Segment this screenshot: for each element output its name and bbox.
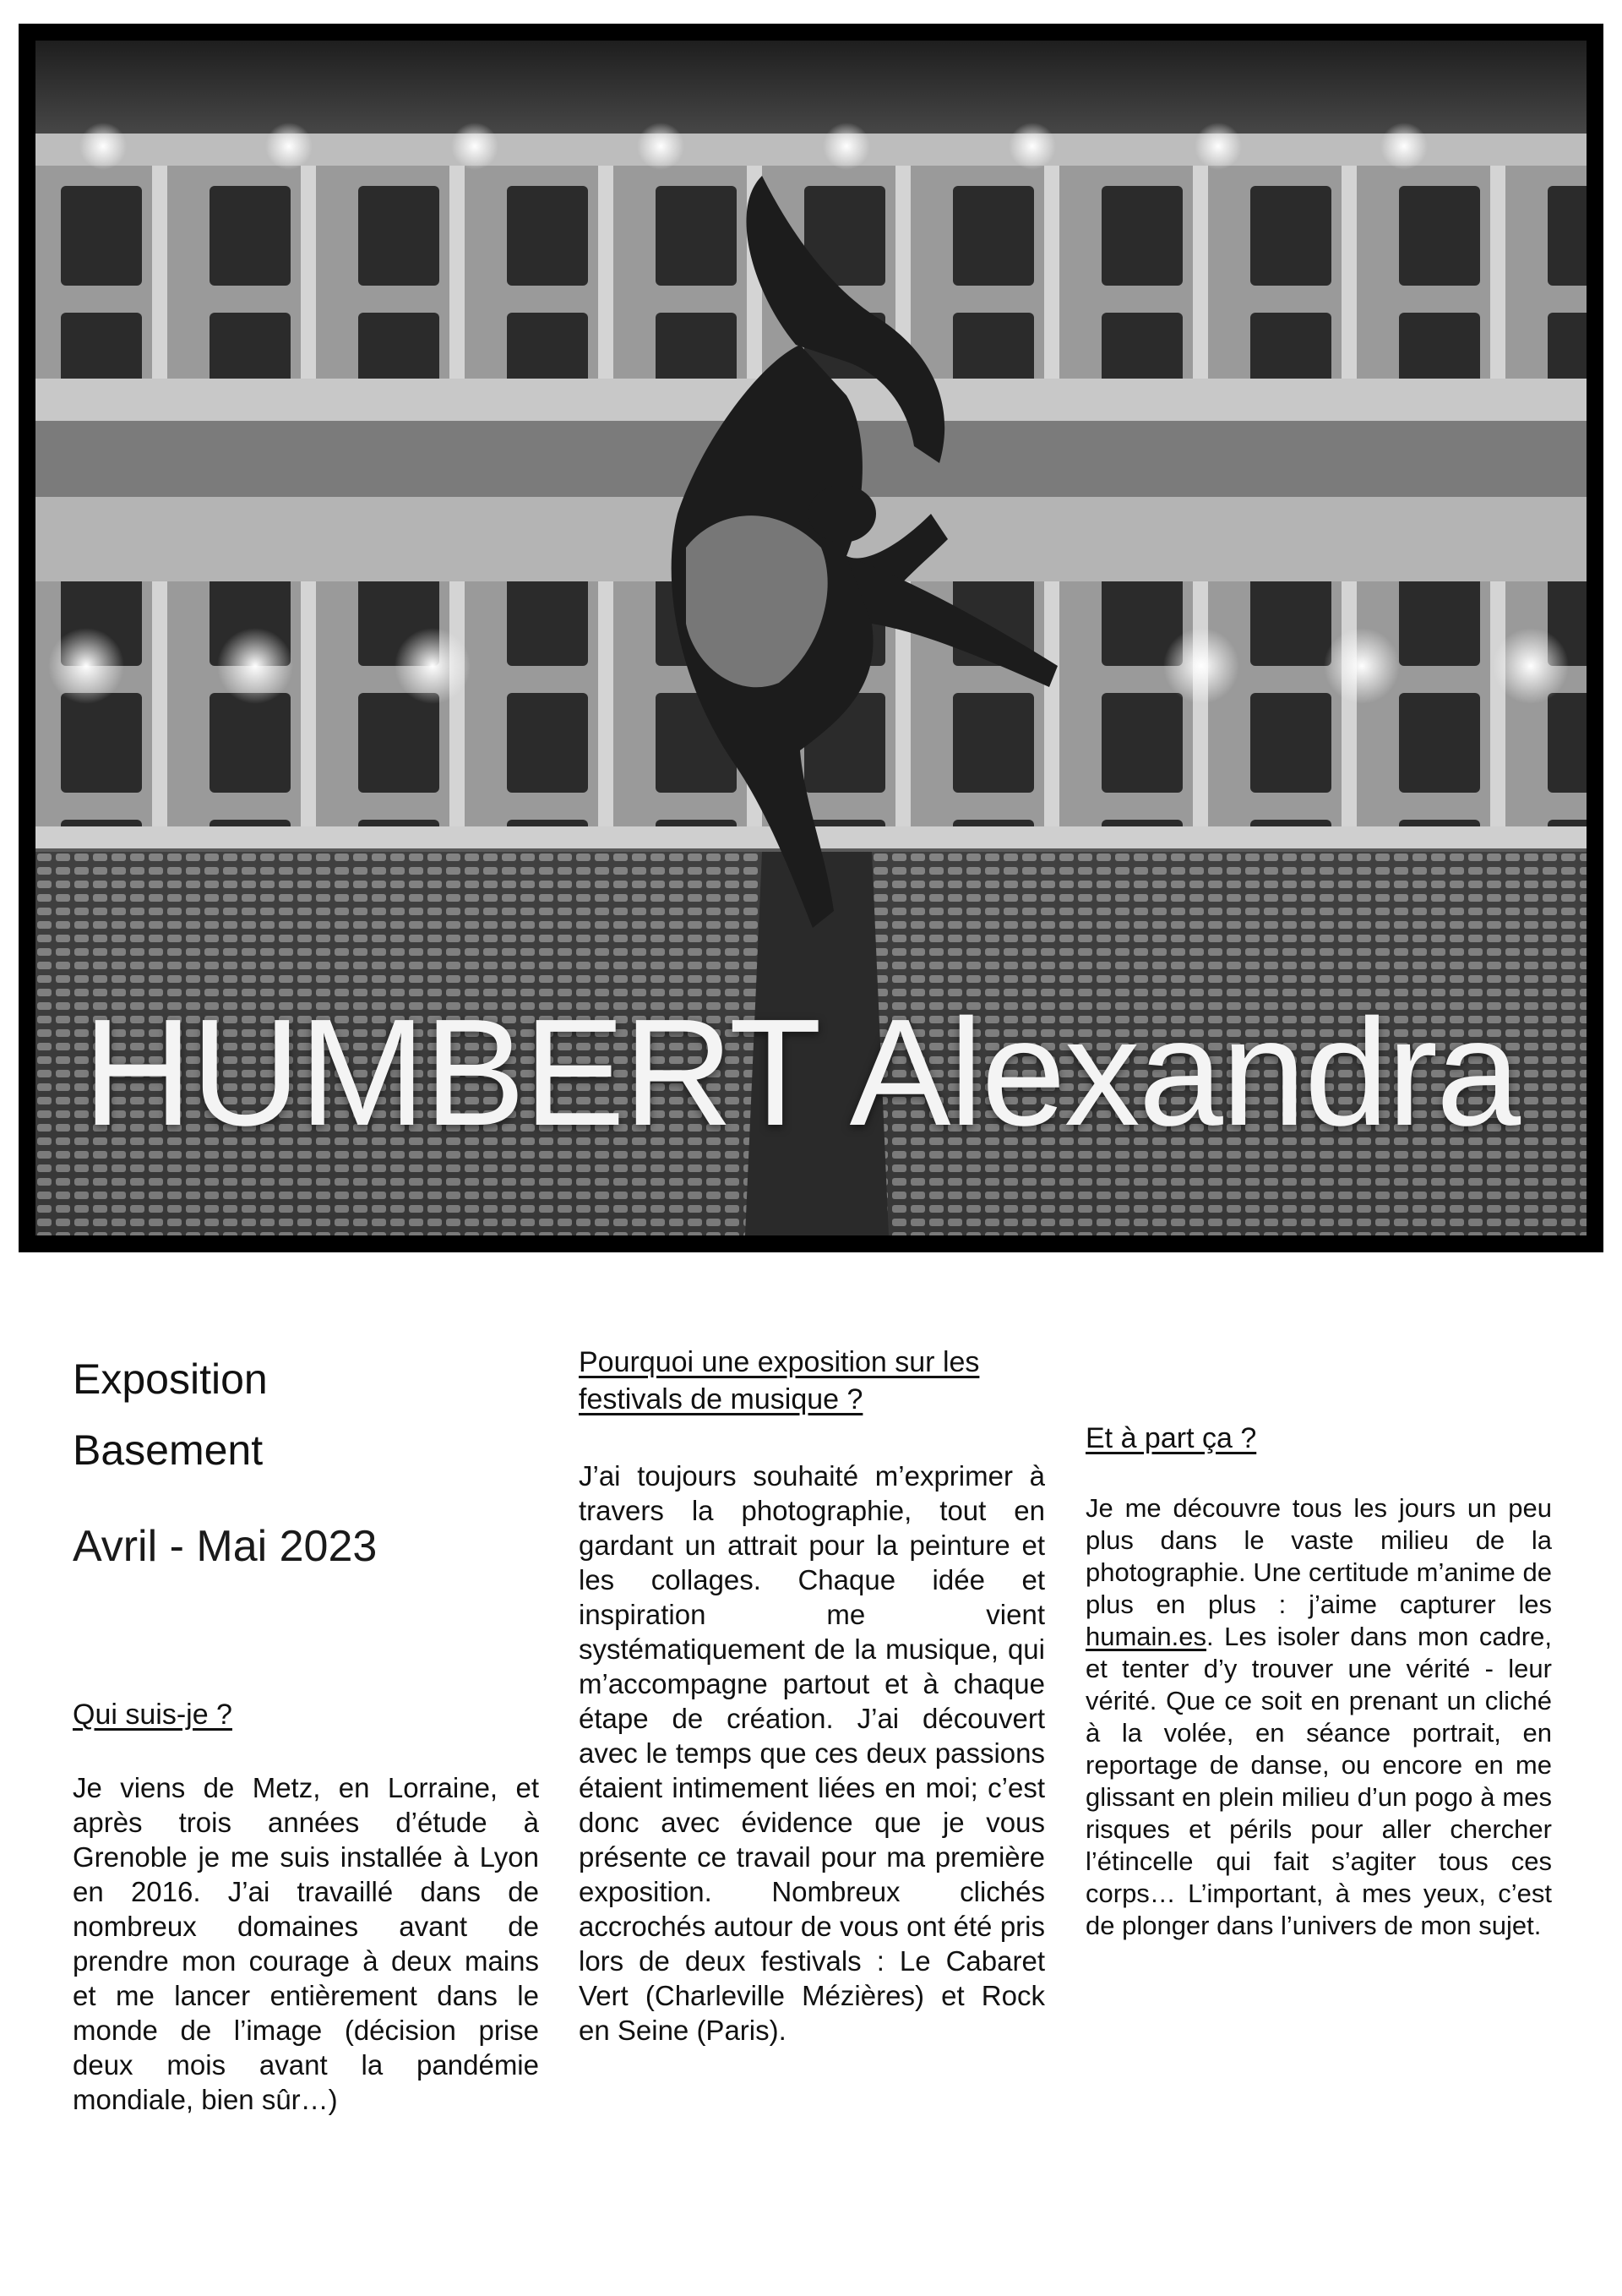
exhibition-title-line1: Exposition: [73, 1355, 268, 1403]
hero-name-title: HUMBERT Alexandra: [83, 988, 1520, 1158]
other-text-after: . Les isoler dans mon cadre, et tenter d’y trouver une vérité - leur vérité. Que ce soit en prenant un cliché à la volée, en séance portrait, en reportage de danse, ou encore en me glissant en plein milieu d’un pogo à mes risques et périls pour aller chercher l’étincelle qui fait s’agiter tous ces corps… L’important, à mes yeux, c’est de plonger dans l’univers de mon sujet.: [1086, 1622, 1552, 1940]
other-text-before: Je me découvre tous les jours un peu plus dans le vaste milieu de la photographie. Une certitude m’anime de plus en plus : j’aime capturer les: [1086, 1493, 1552, 1619]
column-why: [579, 1344, 1045, 2048]
why-heading: Pourquoi une exposition sur les festivals de musique ?: [579, 1346, 980, 1415]
other-heading: Et à part ça ?: [1086, 1422, 1257, 1454]
exhibition-title-line2: Basement: [73, 1426, 264, 1474]
column-exhibition: [73, 1344, 539, 2117]
about-heading: Qui suis-je ?: [73, 1699, 232, 1731]
exhibition-dates: Avril - Mai 2023: [73, 1522, 378, 1571]
other-text: [1086, 1492, 1552, 1942]
about-text: Je viens de Metz, en Lorraine, et après trois années d’étude à Grenoble je me suis installée à Lyon en 2016. J’ai travaillé dans de nombreux domaines avant de prendre mon courage à deux mains et me lancer entièrement dans le monde de l’image (décision prise deux mois avant la pandémie mondiale, bien sûr…): [73, 1772, 539, 2115]
column-other: [1086, 1420, 1552, 1942]
why-text: J’ai toujours souhaité m’exprimer à travers la photographie, tout en gardant un attrait pour la peinture et les collages. Chaque idée et inspiration me vient systématiquement de la musique, qui m’accompagne partout et à chaque étape de création. J’ai découvert avec le temps que ces deux passions étaient intimement liées en moi; c’est donc avec évidence que je vous présente ce travail pour ma première exposition. Nombreux clichés accrochés autour de vous ont été pris lors de deux festivals : Le Cabaret Vert (Charleville Mézières) et Rock en Seine (Paris).: [579, 1460, 1045, 2046]
humain-es-link[interactable]: humain.es: [1086, 1622, 1207, 1651]
